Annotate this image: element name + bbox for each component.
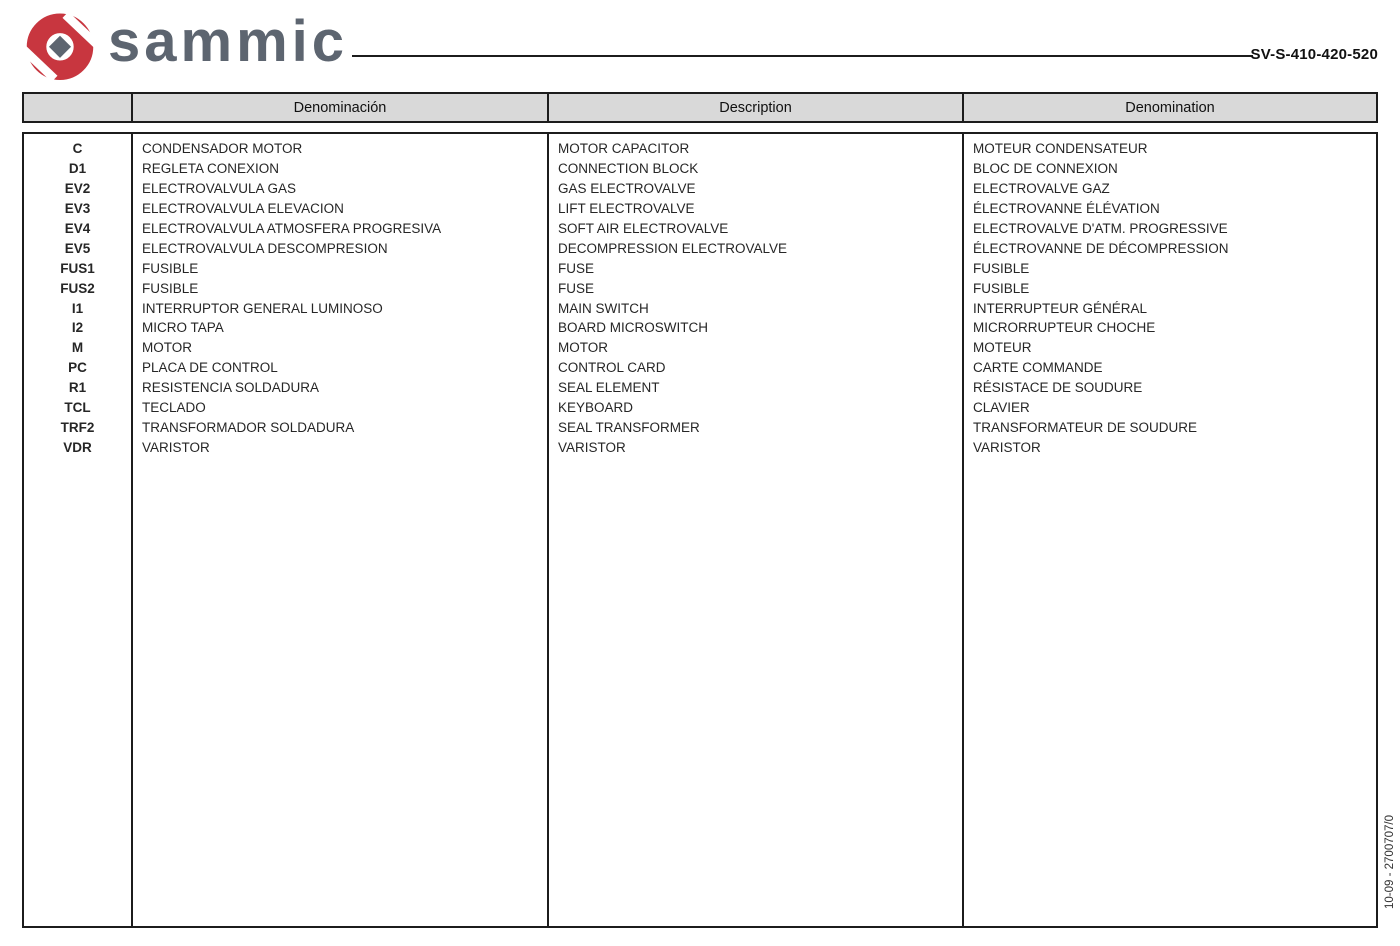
table-cell-es: ELECTROVALVULA DESCOMPRESION [142, 240, 388, 256]
table-cell-code: FUS1 [60, 260, 95, 276]
table-cell-fr: TRANSFORMATEUR DE SOUDURE [973, 419, 1198, 435]
table-cell-code: EV2 [64, 181, 91, 197]
table-cell-code: M [71, 340, 84, 356]
table-cell-fr: VARISTOR [973, 439, 1041, 455]
table-cell-es: PLACA DE CONTROL [142, 360, 278, 376]
code-column [24, 134, 133, 926]
table-cell-fr: ÉLECTROVANNE DE DÉCOMPRESSION [973, 240, 1229, 256]
table-cell-es: CONDENSADOR MOTOR [142, 141, 303, 157]
table-cell-en: VARISTOR [558, 439, 626, 455]
table-cell-code: I2 [71, 320, 84, 336]
table-cell-es: RESISTENCIA SOLDADURA [142, 380, 320, 396]
table-cell-fr: ÉLECTROVANNE ÉLÉVATION [973, 201, 1160, 217]
sammic-logo-icon [20, 10, 100, 82]
table-body [22, 132, 1378, 928]
table-cell-es: INTERRUPTOR GENERAL LUMINOSO [142, 300, 383, 316]
table-cell-fr: MOTEUR [973, 340, 1032, 356]
table-cell-es: VARISTOR [142, 439, 210, 455]
table-cell-code: TRF2 [60, 419, 95, 435]
table-cell-code: FUS2 [60, 280, 95, 296]
header-rule [352, 55, 1253, 57]
table-cell-fr: ELECTROVALVE GAZ [973, 181, 1110, 197]
denominacion-column [133, 134, 549, 926]
table-cell-en: MOTOR CAPACITOR [558, 141, 690, 157]
table-header [22, 92, 1378, 123]
table-cell-en: DECOMPRESSION ELECTROVALVE [558, 240, 788, 256]
denomination-column [964, 134, 1376, 926]
table-cell-fr: FUSIBLE [973, 260, 1030, 276]
table-cell-code: R1 [68, 380, 87, 396]
table-cell-fr: CLAVIER [973, 400, 1030, 416]
column-header-code [24, 94, 133, 121]
table-cell-fr: CARTE COMMANDE [973, 360, 1103, 376]
table-cell-fr: FUSIBLE [973, 280, 1030, 296]
column-header-denomination: Denomination [1125, 99, 1215, 116]
table-cell-en: MOTOR [558, 340, 608, 356]
column-header-description: Description [549, 94, 964, 121]
table-cell-es: ELECTROVALVULA ATMOSFERA PROGRESIVA [142, 221, 442, 236]
table-cell-en: BOARD MICROSWITCH [558, 320, 708, 336]
table-cell-en: KEYBOARD [558, 400, 634, 416]
table-cell-es: TRANSFORMADOR SOLDADURA [142, 419, 355, 435]
table-cell-en: LIFT ELECTROVALVE [558, 201, 695, 217]
table-cell-code: TCL [64, 400, 91, 416]
table-cell-en: SOFT AIR ELECTROVALVE [558, 221, 729, 236]
table-cell-fr: RÉSISTACE DE SOUDURE [973, 380, 1143, 396]
table-cell-es: MOTOR [142, 340, 192, 356]
table-cell-es: REGLETA CONEXION [142, 161, 280, 177]
doc-code: SV-S-410-420-520 [1250, 46, 1378, 63]
table-cell-code: VDR [63, 439, 92, 455]
table-cell-fr: INTERRUPTEUR GÉNÉRAL [973, 300, 1148, 316]
table-cell-es: FUSIBLE [142, 280, 199, 296]
table-cell-en: MAIN SWITCH [558, 300, 649, 316]
sammic-logo-text: sammic [108, 9, 349, 74]
table-cell-es: FUSIBLE [142, 260, 199, 276]
table-cell-en: FUSE [558, 260, 595, 276]
table-cell-en: SEAL TRANSFORMER [558, 419, 700, 435]
table-cell-en: CONTROL CARD [558, 360, 666, 376]
table-cell-code: EV5 [64, 240, 91, 256]
table-cell-en: SEAL ELEMENT [558, 380, 660, 396]
description-column [549, 134, 964, 926]
table-cell-fr: BLOC DE CONNEXION [973, 161, 1118, 177]
table-cell-code: EV3 [64, 201, 91, 217]
table-cell-fr: MOTEUR CONDENSATEUR [973, 141, 1148, 157]
table-cell-en: GAS ELECTROVALVE [558, 181, 696, 197]
table-cell-es: MICRO TAPA [142, 320, 224, 336]
sammic-logo [20, 10, 348, 82]
table-cell-es: TECLADO [142, 400, 206, 416]
table-cell-es: ELECTROVALVULA ELEVACION [142, 201, 344, 217]
table-cell-code: EV4 [64, 221, 91, 236]
table-cell-fr: MICRORRUPTEUR CHOCHE [973, 320, 1156, 336]
column-header-denominacion: Denominación [133, 94, 549, 121]
vertical-doc-note: 10-09 - 2700707/0 [1384, 815, 1396, 909]
table-cell-code: C [72, 141, 83, 157]
table-cell-code: I1 [71, 300, 84, 316]
table-cell-es: ELECTROVALVULA GAS [142, 181, 297, 197]
table-cell-en: CONNECTION BLOCK [558, 161, 699, 177]
table-cell-fr: ELECTROVALVE D'ATM. PROGRESSIVE [973, 221, 1228, 236]
table-cell-en: FUSE [558, 280, 595, 296]
table-cell-code: PC [68, 360, 87, 376]
table-cell-code: D1 [68, 161, 87, 177]
